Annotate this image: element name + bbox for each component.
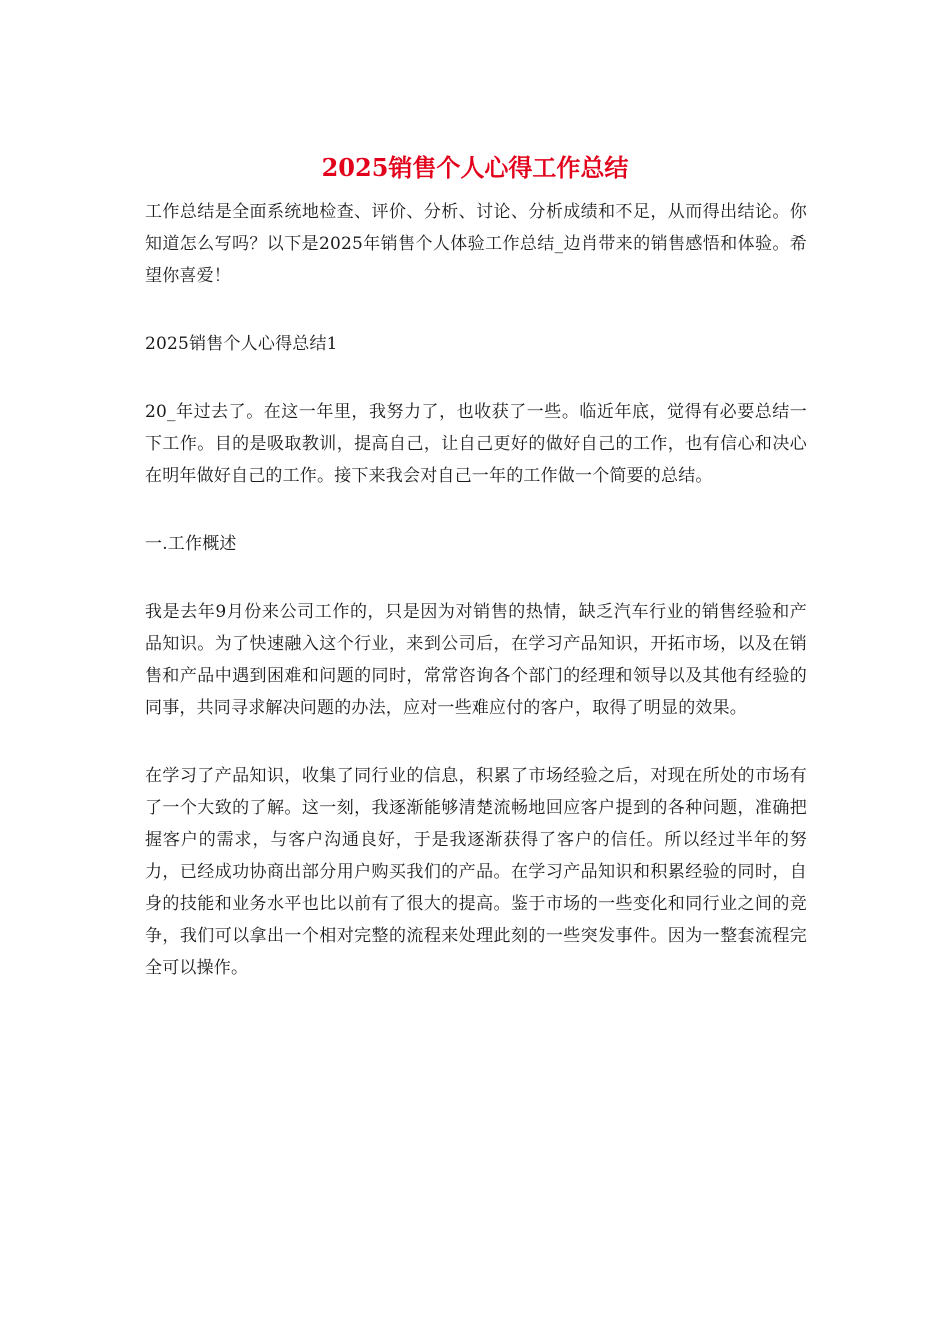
body-paragraph: 20_年过去了。在这一年里，我努力了，也收获了一些。临近年底，觉得有必要总结一下工作。目的是吸取教训，提高自己，让自己更好的做好自己的工作，也有信心和决心在明年做好自己的工作。接下来我会对自己一年的工作做一个简要的总结。	[145, 402, 807, 486]
section-heading-summary-1: 2025销售个人心得总结1	[145, 334, 338, 354]
intro-paragraph: 工作总结是全面系统地检查、评价、分析、讨论、分析成绩和不足，从而得出结论。你知道怎么写吗？以下是2025年销售个人体验工作总结_边肖带来的销售感悟和体验。希望你喜爱！	[145, 202, 807, 286]
body-paragraph: 在学习了产品知识，收集了同行业的信息，积累了市场经验之后，对现在所处的市场有了一个大致的了解。这一刻，我逐渐能够清楚流畅地回应客户提到的各种问题，准确把握客户的需求，与客户沟通良好，于是我逐渐获得了客户的信任。所以经过半年的努力，已经成功协商出部分用户购买我们的产品。在学习产品知识和积累经验的同时，自身的技能和业务水平也比以前有了很大的提高。鉴于市场的一些变化和同行业之间的竞争，我们可以拿出一个相对完整的流程来处理此刻的一些突发事件。因为一整套流程完全可以操作。	[145, 766, 807, 978]
document-title: 2025销售个人心得工作总结	[321, 153, 629, 182]
body-paragraph: 我是去年9月份来公司工作的，只是因为对销售的热情，缺乏汽车行业的销售经验和产品知识。为了快速融入这个行业，来到公司后，在学习产品知识，开拓市场，以及在销售和产品中遇到困难和问题的同时，常常咨询各个部门的经理和领导以及其他有经验的同事，共同寻求解决问题的办法，应对一些难应付的客户，取得了明显的效果。	[145, 602, 807, 718]
section-heading-work-overview: 一.工作概述	[145, 534, 237, 554]
document-body	[145, 196, 807, 984]
